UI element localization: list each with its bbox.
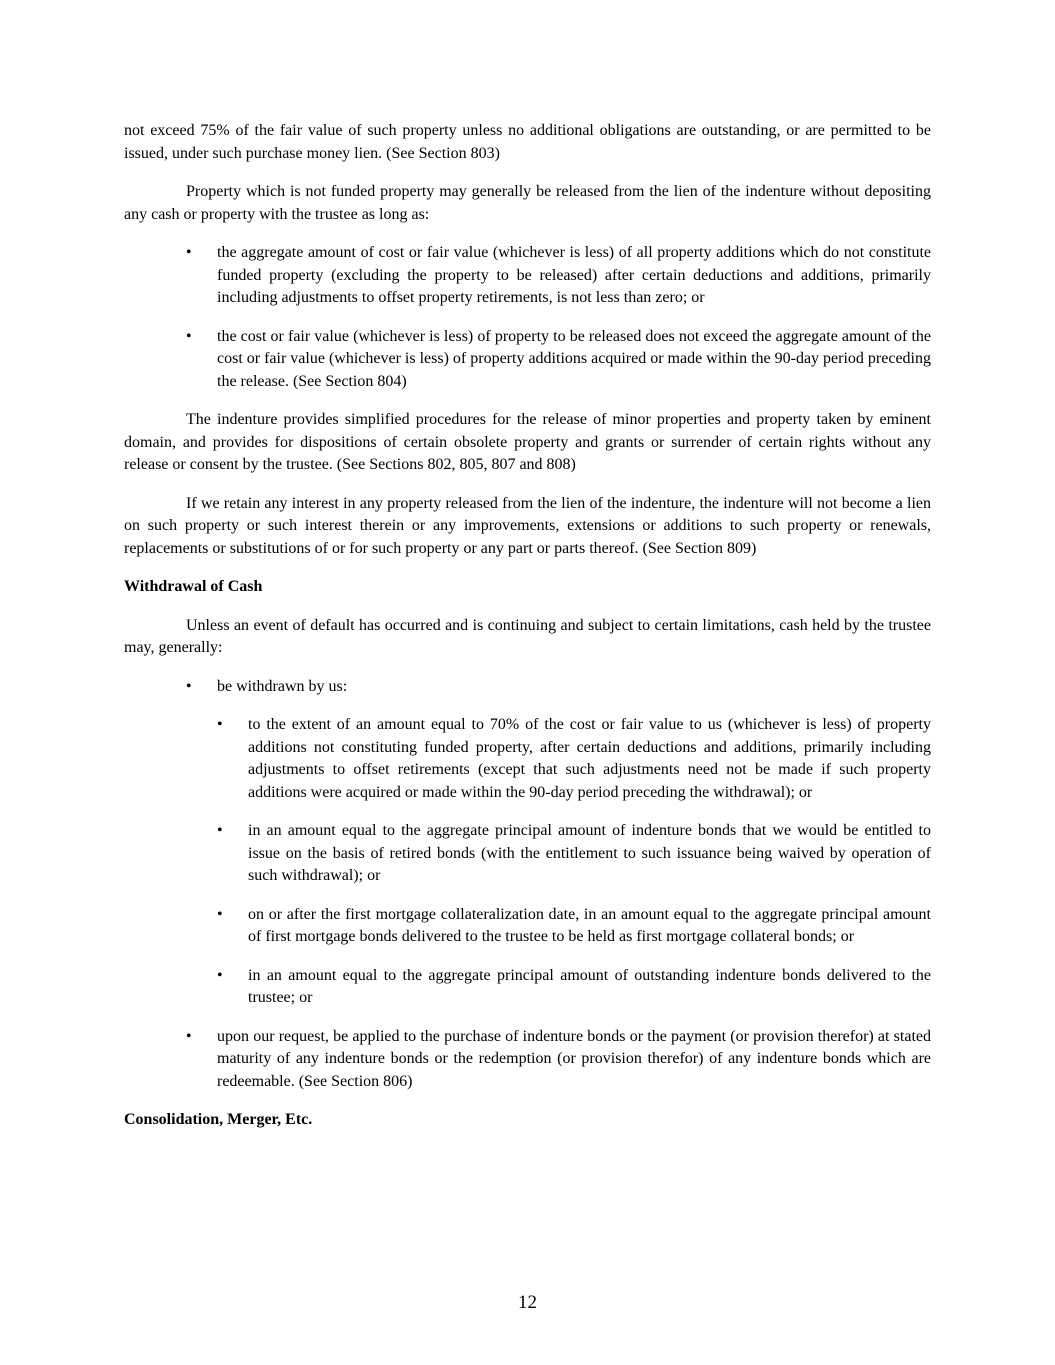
bullet-icon: • bbox=[217, 966, 223, 984]
sub-list-item-retired-bonds bbox=[124, 820, 931, 888]
paragraph-non-funded-release: Property which is not funded property may generally be released from the lien of the indenture without depositing any cash or property with the trustee as long as: bbox=[124, 183, 931, 223]
paragraph-simplified-procedures: The indenture provides simplified procedures for the release of minor properties and property taken by eminent domain, and provides for dispositions of certain obsolete property and grants or surrender of certain rights without any release or consent by the trustee. (See Sections 802, 805, 807 and 808) bbox=[124, 411, 931, 473]
sub-list-item-property-additions bbox=[124, 714, 931, 804]
list-item-text: upon our request, be applied to the purchase of indenture bonds or the payment (or provision therefor) at stated maturity of any indenture bonds or the redemption (or provision therefor) of any indenture bonds which are redeemable. (See Section 806) bbox=[217, 1027, 931, 1090]
bullet-icon: • bbox=[217, 822, 223, 839]
bullet-icon: • bbox=[186, 327, 192, 345]
bullet-icon: • bbox=[217, 905, 223, 923]
list-item-text: to the extent of an amount equal to 70% of the cost or fair value to us (whichever is less) of property additions not constituting funded property, after certain deductions and additions, primarily including adjustments to offset retirements (except that such adjustments need not be made if such property additions were acquired or made within the 90-day period preceding the withdrawal); or bbox=[248, 716, 931, 801]
paragraph-purchase-money-lien: not exceed 75% of the fair value of such property unless no additional obligations are outstanding, or are permitted to be issued, under such purchase money lien. (See Section 803) bbox=[124, 122, 931, 162]
list-item-text: in an amount equal to the aggregate principal amount of outstanding indenture bonds delivered to the trustee; or bbox=[248, 966, 931, 1006]
bullet-icon: • bbox=[186, 244, 192, 261]
section-heading-withdrawal-of-cash: Withdrawal of Cash bbox=[124, 578, 263, 595]
list-item-text: on or after the first mortgage collateralization date, in an amount equal to the aggregate principal amount of first mortgage bonds delivered to the trustee to be held as first mortgage collateral bonds; or bbox=[248, 905, 931, 945]
list-item-text: the cost or fair value (whichever is less) of property to be released does not exceed the aggregate amount of the cost or fair value (whichever is less) of property additions acquired or made within the 90-day period preceding the release. (See Section 804) bbox=[217, 327, 931, 390]
section-heading-consolidation-merger: Consolidation, Merger, Etc. bbox=[124, 1111, 313, 1128]
bullet-icon: • bbox=[186, 677, 192, 695]
sub-list-item-first-mortgage-bonds bbox=[124, 904, 931, 949]
bullet-icon: • bbox=[186, 1027, 192, 1045]
list-item-withdrawn-by-us bbox=[124, 676, 931, 699]
list-item-text: in an amount equal to the aggregate principal amount of indenture bonds that we would be entitled to issue on the basis of retired bonds (with the entitlement to such issuance being waived by operation of such withdrawal); or bbox=[248, 822, 931, 884]
list-item-text: the aggregate amount of cost or fair value (whichever is less) of all property additions which do not constitute funded property (excluding the property to be released) after certain deductions and additions, primarily including adjustments to offset property retirements, is not less than zero; or bbox=[217, 244, 931, 306]
page-number: 12 bbox=[518, 1292, 537, 1313]
list-item-text: be withdrawn by us: bbox=[217, 677, 348, 695]
list-item-applied-to-purchase bbox=[124, 1026, 931, 1094]
sub-list-item-outstanding-bonds bbox=[124, 965, 931, 1010]
paragraph-retained-interest: If we retain any interest in any property released from the lien of the indenture, the indenture will not become a lien on such property or such interest therein or any improvements, extensions or additions to such property or renewals, replacements or substitutions of or for such property or any part or parts thereof. (See Section 809) bbox=[124, 494, 931, 557]
list-item-release-condition-2 bbox=[124, 326, 931, 394]
bullet-icon: • bbox=[217, 716, 223, 733]
list-item-release-condition-1 bbox=[124, 242, 931, 310]
document-page bbox=[124, 120, 931, 1148]
paragraph-cash-held: Unless an event of default has occurred and is continuing and subject to certain limitations, cash held by the trustee may, generally: bbox=[124, 616, 931, 656]
